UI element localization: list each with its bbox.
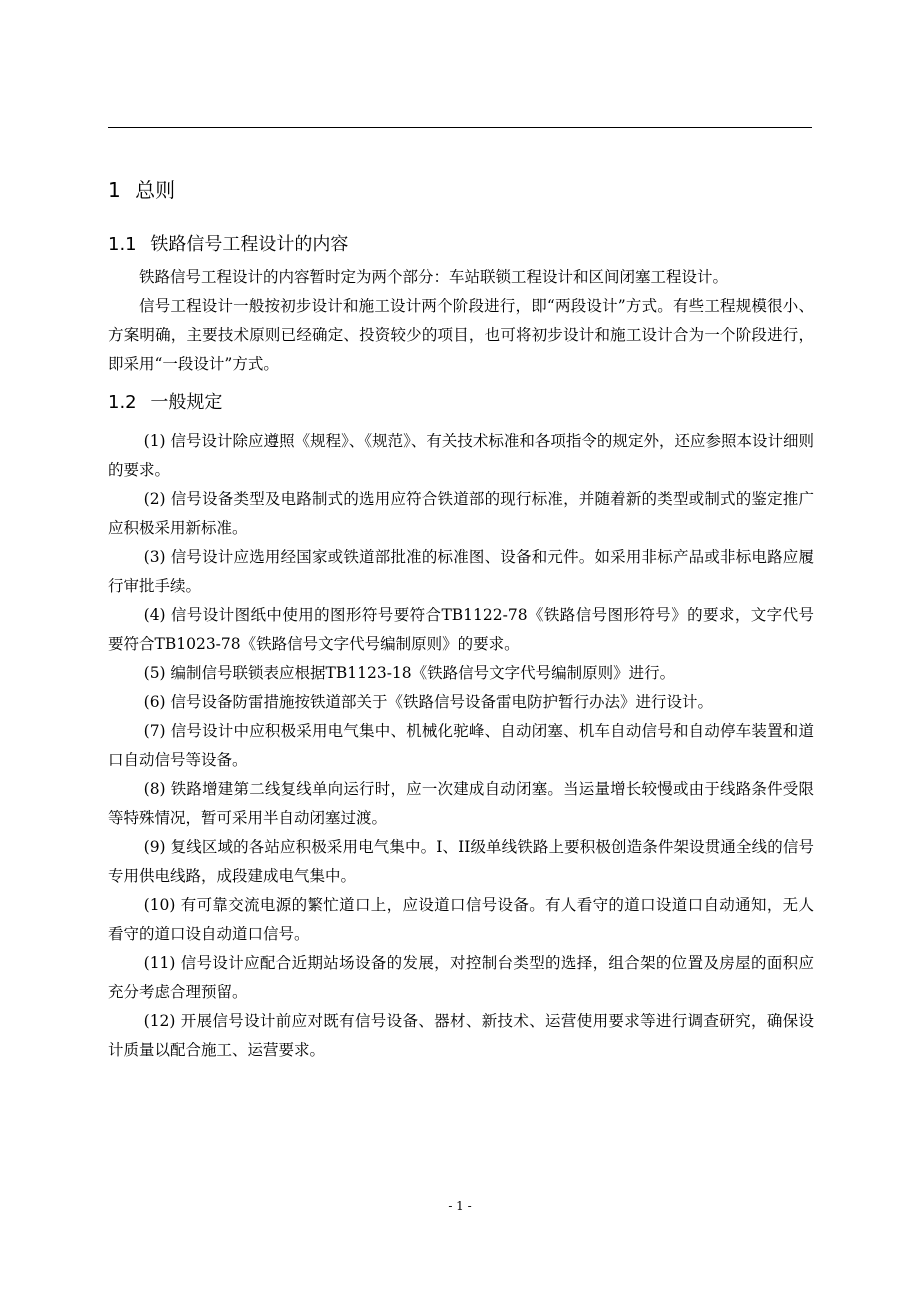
paragraph: 信号工程设计一般按初步设计和施工设计两个阶段进行，即“两段设计”方式。有些工程规模很小、方案明确，主要技术原则已经确定、投资较少的项目，也可将初步设计和施工设计合为一个阶段进行，即采用“一段设计”方式。 <box>108 297 814 373</box>
chapter-number: 1 <box>108 178 121 202</box>
rule-item: (1) 信号设计除应遵照《规程》、《规范》、有关技术标准和各项指令的规定外，还应参照本设计细则的要求。 <box>108 432 814 479</box>
section-heading <box>108 387 814 419</box>
rule-item: (9) 复线区域的各站应积极采用电气集中。I、II级单线铁路上要积极创造条件架设贯通全线的信号专用供电线路，成段建成电气集中。 <box>108 838 814 885</box>
section-title: 一般规定 <box>150 392 223 413</box>
rule-item: (2) 信号设备类型及电路制式的选用应符合铁道部的现行标准，并随着新的类型或制式的鉴定推广应积极采用新标准。 <box>108 490 814 537</box>
rule-item: (4) 信号设计图纸中使用的图形符号要符合TB1122-78《铁路信号图形符号》的要求，文字代号要符合TB1023-78《铁路信号文字代号编制原则》的要求。 <box>108 606 814 653</box>
rule-item: (10) 有可靠交流电源的繁忙道口上，应设道口信号设备。有人看守的道口设道口自动通知，无人看守的道口设自动道口信号。 <box>108 896 814 943</box>
rule-item: (6) 信号设备防雷措施按铁道部关于《铁路信号设备雷电防护暂行办法》进行设计。 <box>143 693 714 711</box>
section-gap <box>108 379 814 387</box>
chapter-heading <box>108 170 814 210</box>
section-heading <box>108 229 814 261</box>
section-title: 铁路信号工程设计的内容 <box>150 234 349 255</box>
header-rule <box>108 127 812 128</box>
rule-item: (3) 信号设计应选用经国家或铁道部批准的标准图、设备和元件。如采用非标产品或非标电路应履行审批手续。 <box>108 548 814 595</box>
page-number: - 1 - <box>448 1199 472 1213</box>
document-body <box>108 170 814 1065</box>
rule-item: (8) 铁路增建第二线复线单向运行时，应一次建成自动闭塞。当运量增长较慢或由于线路条件受限等特殊情况，暂可采用半自动闭塞过渡。 <box>108 780 814 827</box>
rule-item: (11) 信号设计应配合近期站场设备的发展，对控制台类型的选择，组合架的位置及房屋的面积应充分考虑合理预留。 <box>108 954 814 1001</box>
paragraph: 铁路信号工程设计的内容暂时定为两个部分：车站联锁工程设计和区间闭塞工程设计。 <box>139 268 729 286</box>
rule-item: (7) 信号设计中应积极采用电气集中、机械化驼峰、自动闭塞、机车自动信号和自动停车装置和道口自动信号等设备。 <box>108 722 814 769</box>
rule-item: (5) 编制信号联锁表应根据TB1123-18《铁路信号文字代号编制原则》进行。 <box>143 664 676 682</box>
rule-item: (12) 开展信号设计前应对既有信号设备、器材、新技术、运营使用要求等进行调查研究，确保设计质量以配合施工、运营要求。 <box>108 1012 814 1059</box>
section-number: 1.1 <box>108 234 137 255</box>
section-number: 1.2 <box>108 392 137 413</box>
chapter-title: 总则 <box>135 178 176 202</box>
